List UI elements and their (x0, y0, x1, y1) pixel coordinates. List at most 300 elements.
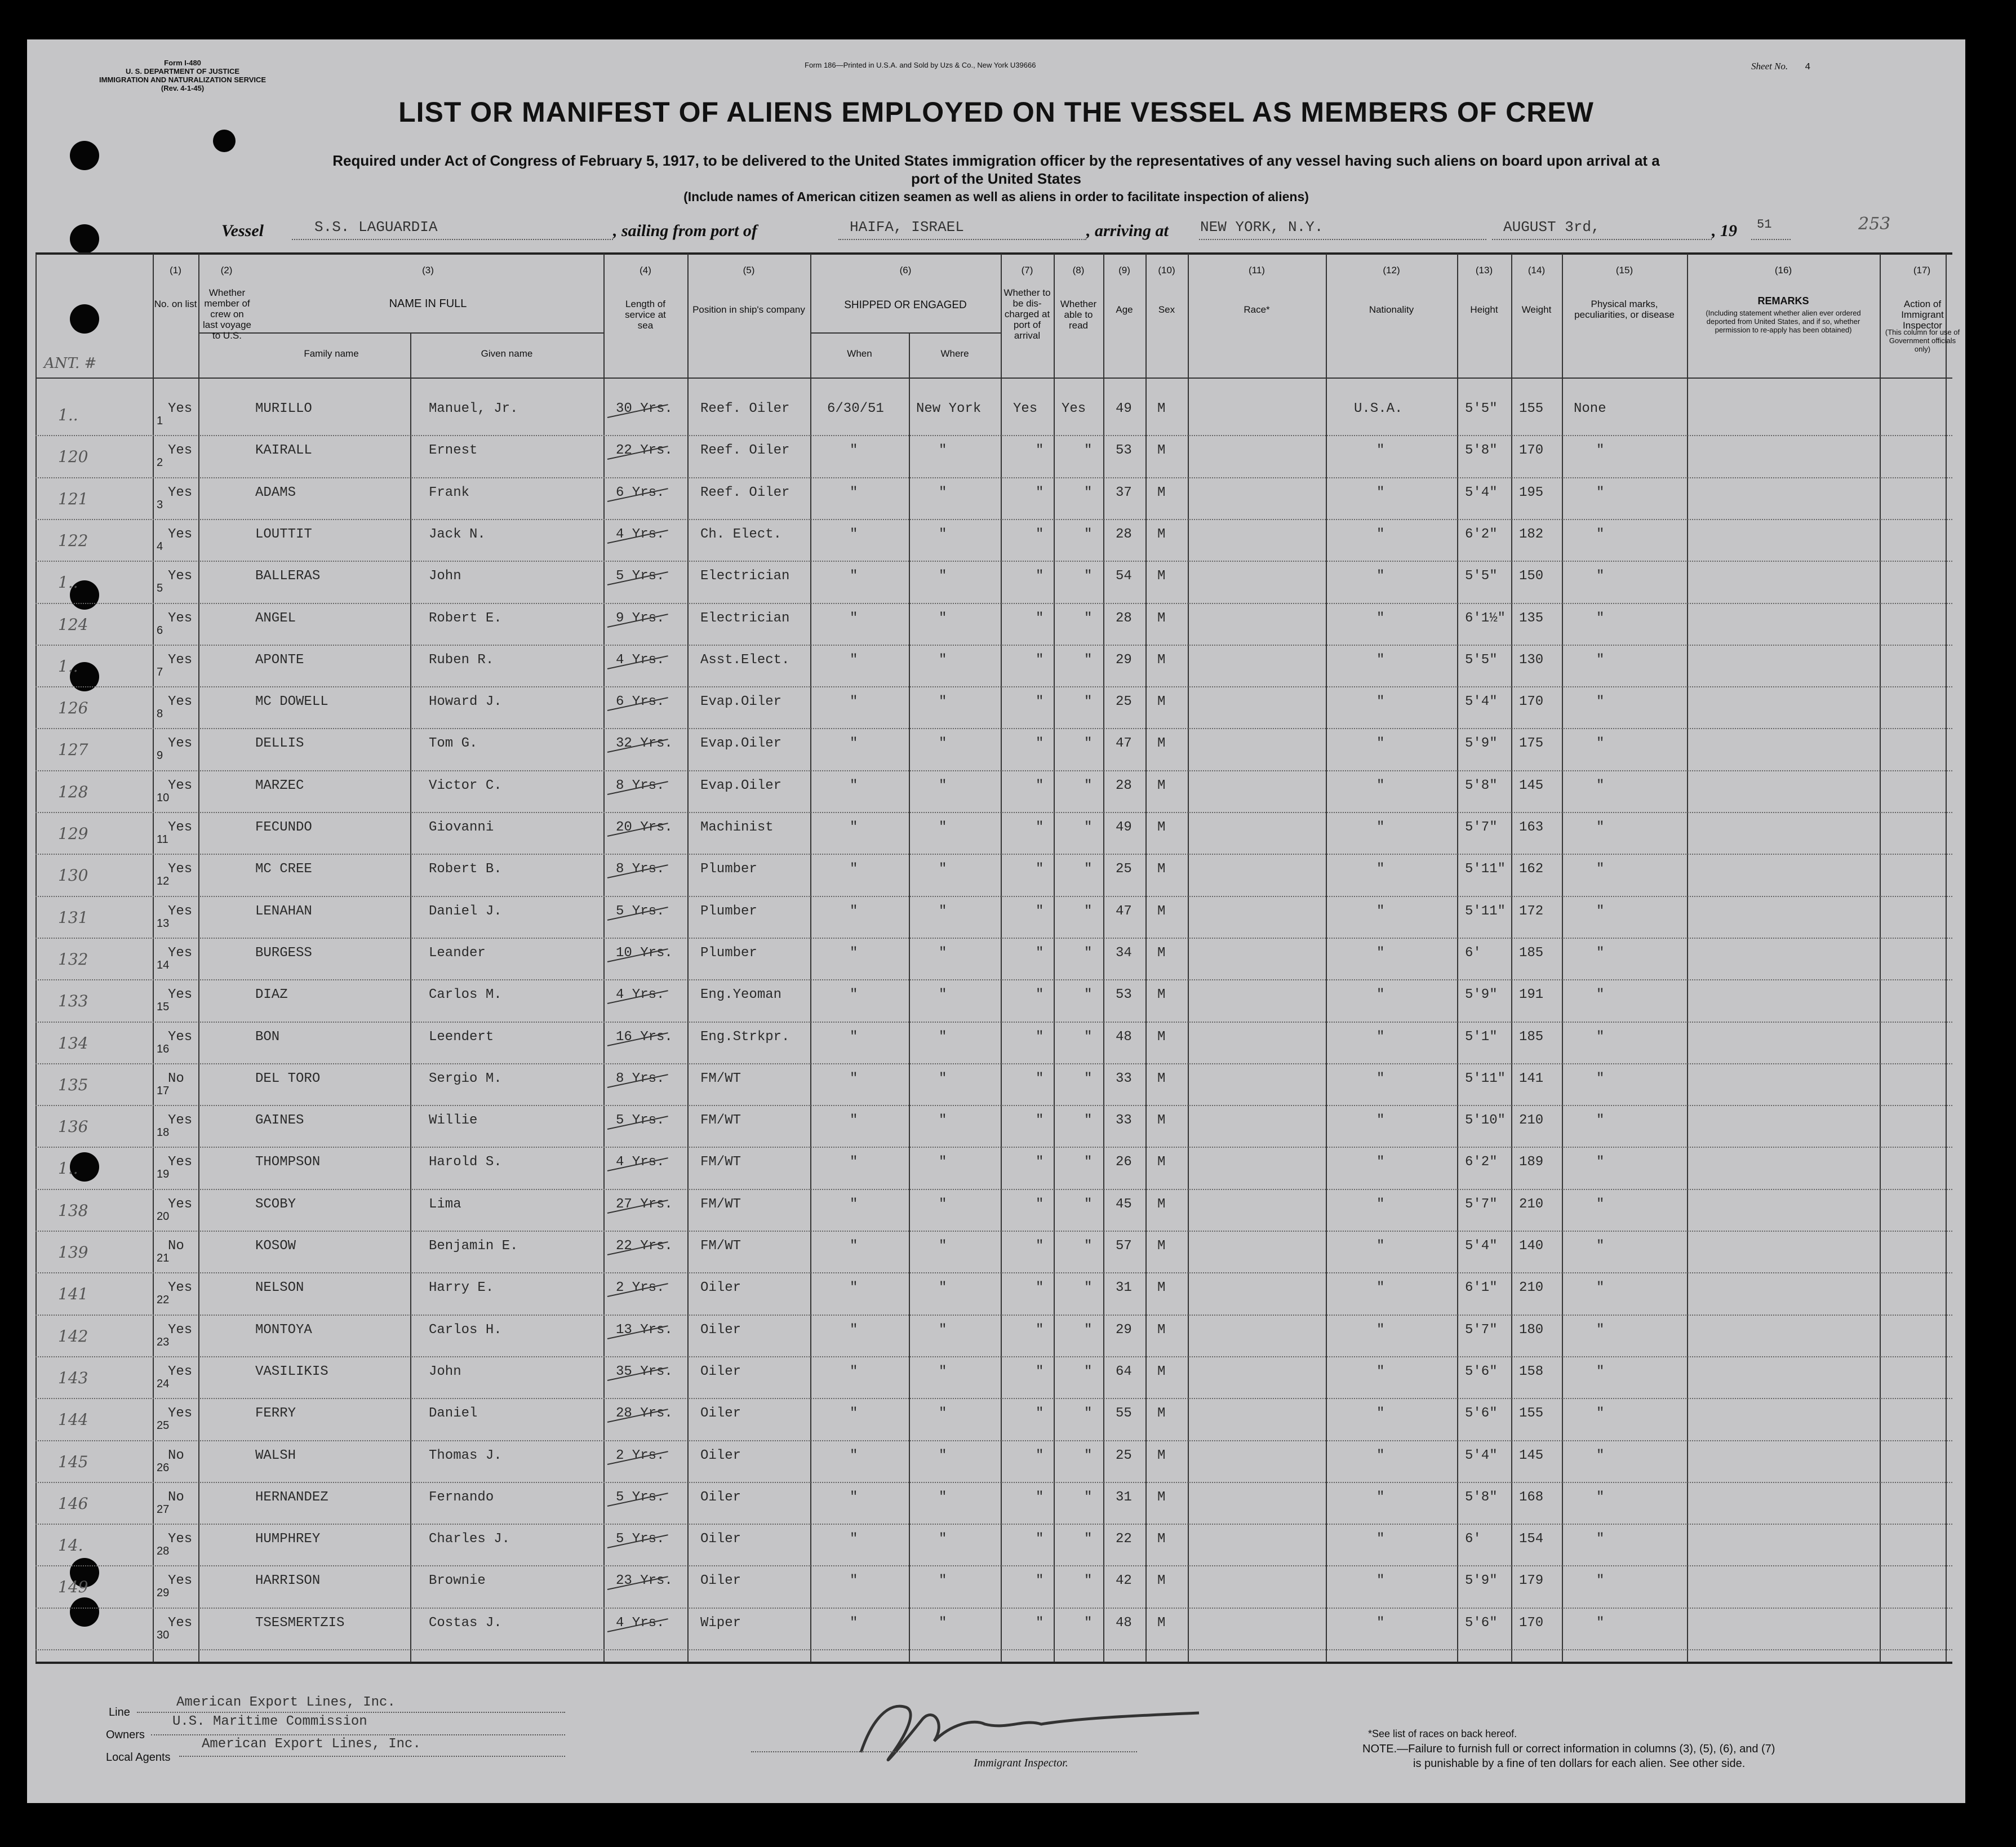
ditto-mark: " (1036, 652, 1044, 668)
ditto-mark: " (1084, 443, 1093, 459)
col-divider (1054, 254, 1055, 1662)
ditto-mark: " (1084, 903, 1093, 919)
ditto-mark: " (1084, 1322, 1093, 1338)
col-divider (35, 254, 37, 1662)
cell-weight: 185 (1519, 945, 1544, 961)
cell-height: 5'6" (1465, 1406, 1498, 1422)
sequence-annotation: 1.. (58, 406, 78, 424)
ditto-mark: " (850, 820, 858, 835)
cell-family: ANGEL (255, 610, 296, 626)
col-divider (1880, 254, 1881, 1662)
ditto-mark: " (939, 1029, 947, 1045)
cell-position: Plumber (700, 862, 757, 877)
cell-sex: M (1157, 1238, 1166, 1254)
cell-sex: M (1157, 1489, 1166, 1505)
col-divider (1562, 254, 1563, 1662)
row-divider (35, 1063, 1952, 1064)
cell-prev: No (168, 1071, 184, 1086)
ditto-mark: " (1376, 1238, 1385, 1254)
row-number: 22 (157, 1294, 170, 1307)
cell-weight: 170 (1519, 443, 1544, 459)
cell-sex: M (1157, 401, 1166, 416)
ditto-mark: " (1084, 694, 1093, 710)
ditto-mark: " (939, 987, 947, 1003)
cell-weight: 170 (1519, 1615, 1544, 1631)
sequence-annotation: 130 (58, 866, 88, 885)
ditto-mark: " (850, 1531, 858, 1547)
row-number: 29 (157, 1587, 170, 1600)
row-divider (35, 435, 1952, 436)
ditto-mark: " (939, 736, 947, 752)
ditto-mark: " (850, 694, 858, 710)
ditto-mark: " (1036, 443, 1044, 459)
cell-prev: Yes (168, 443, 193, 459)
agents-dotline (179, 1756, 565, 1757)
cell-sex: M (1157, 778, 1166, 793)
cell-weight: 185 (1519, 1029, 1544, 1045)
cell-family: MONTOYA (255, 1322, 312, 1338)
cell-age: 26 (1116, 1155, 1132, 1170)
cell-service: 30 Yrs. (616, 401, 673, 416)
cell-height: 6'1½" (1465, 610, 1506, 626)
ditto-mark: " (939, 1071, 947, 1086)
col-10-header: Sex (1158, 304, 1175, 315)
ditto-mark: " (1084, 1155, 1093, 1170)
ditto-mark: " (939, 1196, 947, 1212)
cell-service: 32 Yrs. (616, 736, 673, 752)
row-divider (35, 477, 1952, 478)
row-divider (35, 812, 1952, 813)
ditto-mark: " (1036, 1448, 1044, 1463)
given-name-header: Given name (481, 348, 533, 359)
cell-family: BON (255, 1029, 280, 1045)
row-number: 7 (157, 665, 163, 678)
sequence-annotation: 143 (58, 1368, 88, 1387)
col-3-number: (3) (422, 265, 434, 276)
col-7-header: Whether to be dis-charged at port of arrival (1003, 287, 1051, 341)
ditto-mark: " (1084, 1615, 1093, 1631)
cell-position: Electrician (700, 610, 790, 626)
ditto-mark: " (1376, 987, 1385, 1003)
row-number: 26 (157, 1461, 170, 1474)
ditto-mark: " (1596, 945, 1605, 961)
col-9-number: (9) (1118, 265, 1130, 276)
row-divider (35, 1272, 1952, 1273)
cell-prev: Yes (168, 1531, 193, 1547)
ditto-mark: " (939, 526, 947, 542)
cell-given: Charles J. (429, 1531, 510, 1547)
printer-note: Form 186—Printed in U.S.A. and Sold by Uzs & Co., New York U39666 (805, 61, 1036, 69)
col-15-number: (15) (1615, 265, 1633, 276)
col-divider (1511, 254, 1512, 1662)
when-header: When (847, 348, 872, 359)
ditto-mark: " (1036, 1615, 1044, 1631)
ditto-mark: " (1596, 1155, 1605, 1170)
ditto-mark: " (1036, 485, 1044, 500)
cell-service: 28 Yrs. (616, 1406, 673, 1422)
cell-position: Oiler (700, 1573, 741, 1589)
ditto-mark: " (1036, 526, 1044, 542)
cell-position: Oiler (700, 1364, 741, 1379)
col-12-number: (12) (1383, 265, 1400, 276)
year-dotline (1751, 239, 1791, 240)
row-number: 6 (157, 624, 163, 637)
cell-prev: Yes (168, 1573, 193, 1589)
date-dotline (1492, 239, 1712, 240)
col-divider (410, 332, 411, 1662)
cell-height: 5'5" (1465, 401, 1498, 416)
cell-family: DEL TORO (255, 1071, 321, 1086)
ditto-mark: " (1596, 1196, 1605, 1212)
form-number: Form I-480 (164, 59, 201, 67)
col-9-header: Age (1116, 304, 1133, 315)
cell-family: SCOBY (255, 1196, 296, 1212)
row-divider (35, 686, 1952, 687)
cell-given: Leendert (429, 1029, 494, 1045)
cell-age: 33 (1116, 1113, 1132, 1129)
cell-given: Daniel (429, 1406, 478, 1422)
cell-family: MC CREE (255, 862, 312, 877)
col-8-number: (8) (1072, 265, 1085, 276)
cell-height: 5'4" (1465, 1238, 1498, 1254)
cell-weight: 155 (1519, 1406, 1544, 1422)
cell-height: 6'2" (1465, 526, 1498, 542)
row-divider (35, 896, 1952, 897)
cell-given: Leander (429, 945, 486, 961)
col-divider (1188, 254, 1189, 1662)
cell-age: 28 (1116, 526, 1132, 542)
cell-service: 22 Yrs. (616, 443, 673, 459)
cell-weight: 135 (1519, 610, 1544, 626)
cell-prev: Yes (168, 569, 193, 584)
cell-height: 5'7" (1465, 820, 1498, 835)
inspector-dotline (751, 1751, 1137, 1752)
cell-height: 5'11" (1465, 1071, 1506, 1086)
ditto-mark: " (1596, 903, 1605, 919)
ditto-mark: " (939, 820, 947, 835)
cell-weight: 145 (1519, 1448, 1544, 1463)
ditto-mark: " (1084, 610, 1093, 626)
arriving-label: , arriving at (1086, 221, 1169, 240)
ditto-mark: " (1084, 1573, 1093, 1589)
ditto-mark: " (1036, 1573, 1044, 1589)
ditto-mark: " (939, 1322, 947, 1338)
cell-family: LOUTTIT (255, 526, 312, 542)
sheet-label: Sheet No. (1751, 61, 1788, 72)
ditto-mark: " (1084, 1448, 1093, 1463)
ditto-mark: " (1596, 569, 1605, 584)
cell-sex: M (1157, 652, 1166, 668)
ditto-mark: " (1036, 987, 1044, 1003)
col-17-header: Action of Immigrant Inspector (1901, 299, 1944, 331)
col-16-number: (16) (1774, 265, 1792, 276)
col-4-header: Length of service at sea (625, 299, 666, 331)
cell-prev: Yes (168, 1322, 193, 1338)
ditto-mark: " (1596, 1406, 1605, 1422)
cell-height: 5'5" (1465, 652, 1498, 668)
col-17-note: (This column for use of Government officials only) (1885, 328, 1960, 353)
cell-height: 6' (1465, 945, 1481, 961)
ditto-mark: " (1084, 526, 1093, 542)
ditto-mark: " (1036, 1155, 1044, 1170)
cell-height: 5'9" (1465, 736, 1498, 752)
col-6-number: (6) (899, 265, 912, 276)
cell-age: 48 (1116, 1615, 1132, 1631)
cell-service: 6 Yrs. (616, 694, 665, 710)
family-name-header: Family name (304, 348, 359, 359)
cell-weight: 182 (1519, 526, 1544, 542)
ditto-mark: " (1036, 610, 1044, 626)
sequence-annotation: 132 (58, 949, 88, 969)
cell-given: Carlos H. (429, 1322, 502, 1338)
cell-family: NELSON (255, 1280, 304, 1296)
ditto-mark: " (1376, 1029, 1385, 1045)
cell-given: Thomas J. (429, 1448, 502, 1463)
ditto-mark: " (939, 1531, 947, 1547)
cell-service: 10 Yrs. (616, 945, 673, 961)
cell-family: LENAHAN (255, 903, 312, 919)
sequence-annotation: 145 (58, 1452, 88, 1471)
ditto-mark: " (850, 1615, 858, 1631)
sequence-annotation: 126 (58, 699, 88, 718)
ditto-mark: " (1376, 1615, 1385, 1631)
cell-sex: M (1157, 569, 1166, 584)
cell-given: Brownie (429, 1573, 486, 1589)
cell-age: 28 (1116, 778, 1132, 793)
cell-family: THOMPSON (255, 1155, 321, 1170)
cell-service: 8 Yrs. (616, 862, 665, 877)
row-number: 19 (157, 1168, 170, 1181)
sequence-annotation: 14. (58, 1536, 83, 1555)
sheet-number (1751, 61, 1810, 73)
sheet-value: 4 (1805, 62, 1811, 73)
cell-prev: No (168, 1489, 184, 1505)
col-divider (909, 332, 910, 1662)
ditto-mark: " (1084, 736, 1093, 752)
cell-marks: None (1574, 401, 1606, 416)
cell-age: 54 (1116, 569, 1132, 584)
ditto-mark: " (939, 1615, 947, 1631)
cell-family: GAINES (255, 1113, 304, 1129)
ditto-mark: " (1036, 862, 1044, 877)
cell-height: 5'1" (1465, 1029, 1498, 1045)
cell-height: 5'9" (1465, 1573, 1498, 1589)
line-dotline (137, 1712, 565, 1713)
cell-sex: M (1157, 526, 1166, 542)
cell-position: Oiler (700, 1406, 741, 1422)
cell-sex: M (1157, 1322, 1166, 1338)
row-number: 5 (157, 582, 163, 595)
ditto-mark: " (850, 945, 858, 961)
ditto-mark: " (1596, 1238, 1605, 1254)
shipped-subheader-line (810, 332, 1001, 334)
ditto-mark: " (1376, 1573, 1385, 1589)
cell-sex: M (1157, 1196, 1166, 1212)
sequence-annotation: 139 (58, 1243, 88, 1262)
cell-weight: 191 (1519, 987, 1544, 1003)
row-number: 3 (157, 498, 163, 511)
cell-height: 5'6" (1465, 1364, 1498, 1379)
cell-height: 5'9" (1465, 987, 1498, 1003)
cell-given: Giovanni (429, 820, 494, 835)
row-number: 12 (157, 875, 170, 888)
cell-family: DELLIS (255, 736, 304, 752)
ditto-mark: " (939, 610, 947, 626)
ditto-mark: " (1084, 945, 1093, 961)
cell-given: Robert B. (429, 862, 502, 877)
cell-age: 34 (1116, 945, 1132, 961)
ditto-mark: " (939, 1155, 947, 1170)
subtitle-line-1: Required under Act of Congress of February 5, 1917, to be delivered to the United States immigration officer by the representatives of any vessel having such aliens on board upon arrival at a (332, 152, 1660, 169)
ditto-mark: " (1084, 987, 1093, 1003)
row-divider (35, 1189, 1952, 1190)
revision: (Rev. 4-1-45) (161, 84, 205, 92)
ditto-mark: " (939, 1489, 947, 1505)
cell-service: 5 Yrs. (616, 569, 665, 584)
cell-sex: M (1157, 1531, 1166, 1547)
ditto-mark: " (939, 1448, 947, 1463)
cell-service: 8 Yrs. (616, 778, 665, 793)
cell-height: 5'8" (1465, 778, 1498, 793)
cell-age: 25 (1116, 862, 1132, 877)
row-number: 11 (157, 833, 168, 846)
cell-position: FM/WT (700, 1113, 741, 1129)
ditto-mark: " (1036, 778, 1044, 793)
penalty-note-2: is punishable by a fine of ten dollars for each alien. See other side. (1413, 1757, 1746, 1770)
cell-prev: Yes (168, 401, 193, 416)
cell-sex: M (1157, 1113, 1166, 1129)
ditto-mark: " (1376, 652, 1385, 668)
cell-age: 45 (1116, 1196, 1132, 1212)
ditto-mark: " (1376, 526, 1385, 542)
ditto-mark: " (939, 778, 947, 793)
cell-position: Plumber (700, 903, 757, 919)
sequence-annotation: 134 (58, 1033, 88, 1053)
ditto-mark: " (1596, 1573, 1605, 1589)
row-divider (35, 1565, 1952, 1566)
cell-given: Robert E. (429, 610, 502, 626)
punch-hole (213, 130, 236, 152)
ditto-mark: " (1376, 1196, 1385, 1212)
ditto-mark: " (1376, 1531, 1385, 1547)
row-divider (35, 1608, 1952, 1609)
cell-sex: M (1157, 987, 1166, 1003)
row-divider (35, 519, 1952, 520)
cell-position: Asst.Elect. (700, 652, 790, 668)
cell-prev: Yes (168, 1364, 193, 1379)
col-5-number: (5) (743, 265, 755, 276)
cell-age: 55 (1116, 1406, 1132, 1422)
cell-position: Reef. Oiler (700, 401, 790, 416)
cell-service: 5 Yrs. (616, 1113, 665, 1129)
port-from-dotline (838, 239, 1086, 240)
cell-sex: M (1157, 945, 1166, 961)
cell-prev: Yes (168, 1615, 193, 1631)
cell-service: 5 Yrs. (616, 1531, 665, 1547)
ditto-mark: " (1376, 862, 1385, 877)
cell-sex: M (1157, 1448, 1166, 1463)
ditto-mark: " (1376, 610, 1385, 626)
ditto-mark: " (850, 610, 858, 626)
cell-given: Harold S. (429, 1155, 502, 1170)
cell-family: FECUNDO (255, 820, 312, 835)
col-6-header: SHIPPED OR ENGAGED (844, 299, 967, 311)
ditto-mark: " (939, 1364, 947, 1379)
cell-height: 6' (1465, 1531, 1481, 1547)
ditto-mark: " (1036, 903, 1044, 919)
col-divider (1001, 254, 1002, 1662)
row-divider (35, 1231, 1952, 1232)
cell-prev: No (168, 1238, 184, 1254)
cell-prev: Yes (168, 610, 193, 626)
cell-family: HUMPHREY (255, 1531, 321, 1547)
sequence-annotation: 121 (58, 489, 88, 508)
cell-age: 49 (1116, 820, 1132, 835)
ditto-mark: " (850, 1029, 858, 1045)
ditto-mark: " (1084, 652, 1093, 668)
cell-weight: 140 (1519, 1238, 1544, 1254)
ditto-mark: " (1036, 1531, 1044, 1547)
ditto-mark: " (1036, 1489, 1044, 1505)
cell-given: Willie (429, 1113, 478, 1129)
sequence-annotation: 1.. (58, 656, 78, 676)
row-number: 23 (157, 1335, 170, 1348)
cell-given: Ruben R. (429, 652, 494, 668)
ditto-mark: " (1376, 443, 1385, 459)
cell-weight: 210 (1519, 1280, 1544, 1296)
ditto-mark: " (1036, 820, 1044, 835)
ditto-mark: " (1084, 1531, 1093, 1547)
ditto-mark: " (1376, 1322, 1385, 1338)
col-divider (1145, 254, 1147, 1662)
cell-prev: No (168, 1448, 184, 1463)
col-divider (1946, 254, 1947, 1662)
col-5-header: Position in ship's company (692, 304, 805, 315)
ditto-mark: " (850, 526, 858, 542)
races-note: *See list of races on back hereof. (1368, 1728, 1517, 1739)
ditto-mark: " (1376, 820, 1385, 835)
ditto-mark: " (1376, 736, 1385, 752)
cell-age: 49 (1116, 401, 1132, 416)
ditto-mark: " (850, 652, 858, 668)
ditto-mark: " (1084, 1238, 1093, 1254)
cell-weight: 162 (1519, 862, 1544, 877)
ditto-mark: " (1596, 1364, 1605, 1379)
col-7-number: (7) (1021, 265, 1033, 276)
row-number: 2 (157, 456, 163, 469)
cell-given: Benjamin E. (429, 1238, 518, 1254)
ditto-mark: " (1036, 1322, 1044, 1338)
cell-position: FM/WT (700, 1238, 741, 1254)
sequence-annotation: 149 (58, 1578, 88, 1597)
sequence-annotation: 127 (58, 740, 88, 760)
col-4-number: (4) (640, 265, 651, 276)
col-divider (603, 254, 605, 1662)
row-number: 1 (157, 415, 163, 427)
cell-when: 6/30/51 (827, 401, 884, 416)
cell-height: 5'11" (1465, 862, 1506, 877)
ditto-mark: " (1084, 1196, 1093, 1212)
row-number: 21 (157, 1252, 170, 1264)
cell-prev: Yes (168, 903, 193, 919)
ditto-mark: " (1376, 1155, 1385, 1170)
row-divider (35, 938, 1952, 939)
cell-given: Sergio M. (429, 1071, 502, 1086)
owners-dotline (151, 1734, 565, 1735)
sequence-annotation: 142 (58, 1326, 88, 1346)
cell-given: Jack N. (429, 526, 486, 542)
col-divider (1457, 254, 1458, 1662)
